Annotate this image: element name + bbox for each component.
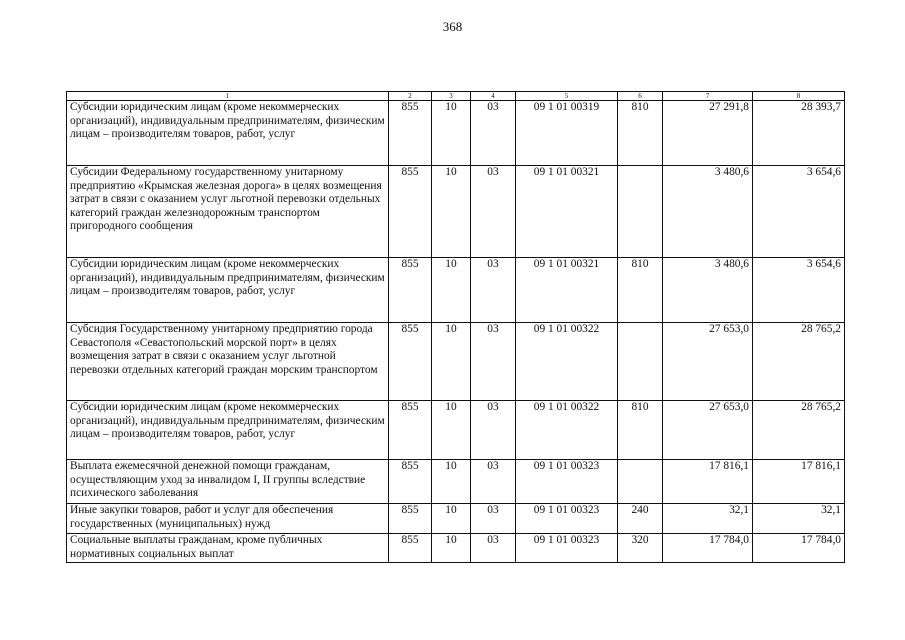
row-name: Выплата ежемесячной денежной помощи гражданам, осуществляющим уход за инвалидом I, II группы вследствие психического заболевания xyxy=(67,460,389,504)
row-amount-year2: 28 765,2 xyxy=(753,401,845,460)
row-target-article: 09 1 01 00322 xyxy=(516,323,618,401)
table-row xyxy=(67,401,845,460)
column-number-row xyxy=(67,92,845,101)
row-department-code: 855 xyxy=(389,534,432,563)
row-subsection-code: 03 xyxy=(471,401,516,460)
column-header: 4 xyxy=(471,92,516,101)
row-subsection-code: 03 xyxy=(471,166,516,258)
row-expense-type: 810 xyxy=(618,258,663,323)
row-name: Субсидия Государственному унитарному предприятию города Севастополя «Севастопольский морской порт» в целях возмещения затрат в связи с оказанием услуг льготной перевозки отдельных категорий граждан морским транспортом xyxy=(67,323,389,401)
row-department-code: 855 xyxy=(389,401,432,460)
row-expense-type: 320 xyxy=(618,534,663,563)
row-department-code: 855 xyxy=(389,323,432,401)
row-section-code: 10 xyxy=(432,401,471,460)
column-header: 8 xyxy=(753,92,845,101)
row-target-article: 09 1 01 00323 xyxy=(516,504,618,534)
row-amount-year1: 17 784,0 xyxy=(663,534,753,563)
table-row xyxy=(67,504,845,534)
row-amount-year2: 28 393,7 xyxy=(753,101,845,166)
row-name: Субсидии юридическим лицам (кроме некоммерческих организаций), индивидуальным предпринимателям, физическим лицам – производителям товаров, работ, услуг xyxy=(67,258,389,323)
row-section-code: 10 xyxy=(432,504,471,534)
row-amount-year1: 3 480,6 xyxy=(663,258,753,323)
row-section-code: 10 xyxy=(432,534,471,563)
row-amount-year1: 3 480,6 xyxy=(663,166,753,258)
row-department-code: 855 xyxy=(389,101,432,166)
row-target-article: 09 1 01 00323 xyxy=(516,534,618,563)
page-number: 368 xyxy=(442,19,463,34)
table-row xyxy=(67,460,845,504)
row-subsection-code: 03 xyxy=(471,534,516,563)
table-row xyxy=(67,166,845,258)
row-department-code: 855 xyxy=(389,166,432,258)
row-amount-year1: 27 653,0 xyxy=(663,401,753,460)
row-amount-year2: 32,1 xyxy=(753,504,845,534)
row-section-code: 10 xyxy=(432,101,471,166)
column-header: 7 xyxy=(663,92,753,101)
row-amount-year1: 17 816,1 xyxy=(663,460,753,504)
row-subsection-code: 03 xyxy=(471,504,516,534)
row-expense-type xyxy=(618,460,663,504)
column-header: 5 xyxy=(516,92,618,101)
row-subsection-code: 03 xyxy=(471,323,516,401)
row-amount-year2: 17 784,0 xyxy=(753,534,845,563)
row-name: Иные закупки товаров, работ и услуг для обеспечения государственных (муниципальных) нужд xyxy=(67,504,389,534)
row-expense-type: 240 xyxy=(618,504,663,534)
row-amount-year2: 28 765,2 xyxy=(753,323,845,401)
row-department-code: 855 xyxy=(389,504,432,534)
column-header: 3 xyxy=(432,92,471,101)
table-row xyxy=(67,323,845,401)
column-header: 6 xyxy=(618,92,663,101)
table-row xyxy=(67,101,845,166)
row-amount-year1: 27 291,8 xyxy=(663,101,753,166)
table-row xyxy=(67,258,845,323)
row-target-article: 09 1 01 00323 xyxy=(516,460,618,504)
row-amount-year2: 3 654,6 xyxy=(753,166,845,258)
row-amount-year2: 3 654,6 xyxy=(753,258,845,323)
row-subsection-code: 03 xyxy=(471,258,516,323)
table-row xyxy=(67,534,845,563)
row-target-article: 09 1 01 00319 xyxy=(516,101,618,166)
row-target-article: 09 1 01 00322 xyxy=(516,401,618,460)
budget-table xyxy=(66,91,845,563)
row-section-code: 10 xyxy=(432,460,471,504)
row-subsection-code: 03 xyxy=(471,460,516,504)
row-department-code: 855 xyxy=(389,460,432,504)
row-section-code: 10 xyxy=(432,323,471,401)
row-expense-type: 810 xyxy=(618,401,663,460)
row-subsection-code: 03 xyxy=(471,101,516,166)
row-amount-year1: 32,1 xyxy=(663,504,753,534)
row-name: Субсидии юридическим лицам (кроме некоммерческих организаций), индивидуальным предпринимателям, физическим лицам – производителям товаров, работ, услуг xyxy=(67,101,389,166)
column-header: 2 xyxy=(389,92,432,101)
row-section-code: 10 xyxy=(432,166,471,258)
row-amount-year2: 17 816,1 xyxy=(753,460,845,504)
row-expense-type: 810 xyxy=(618,101,663,166)
row-name: Субсидии юридическим лицам (кроме некоммерческих организаций), индивидуальным предпринимателям, физическим лицам – производителям товаров, работ, услуг xyxy=(67,401,389,460)
row-target-article: 09 1 01 00321 xyxy=(516,166,618,258)
row-section-code: 10 xyxy=(432,258,471,323)
row-expense-type xyxy=(618,166,663,258)
row-department-code: 855 xyxy=(389,258,432,323)
column-header: 1 xyxy=(67,92,389,101)
row-name: Социальные выплаты гражданам, кроме публичных нормативных социальных выплат xyxy=(67,534,389,563)
row-name: Субсидии Федеральному государственному унитарному предприятию «Крымская железная дорога» в целях возмещения затрат в связи с оказанием услуг льготной перевозки отдельных категорий граждан железнодорожным транспортом пригородного сообщения xyxy=(67,166,389,258)
row-amount-year1: 27 653,0 xyxy=(663,323,753,401)
row-expense-type xyxy=(618,323,663,401)
row-target-article: 09 1 01 00321 xyxy=(516,258,618,323)
